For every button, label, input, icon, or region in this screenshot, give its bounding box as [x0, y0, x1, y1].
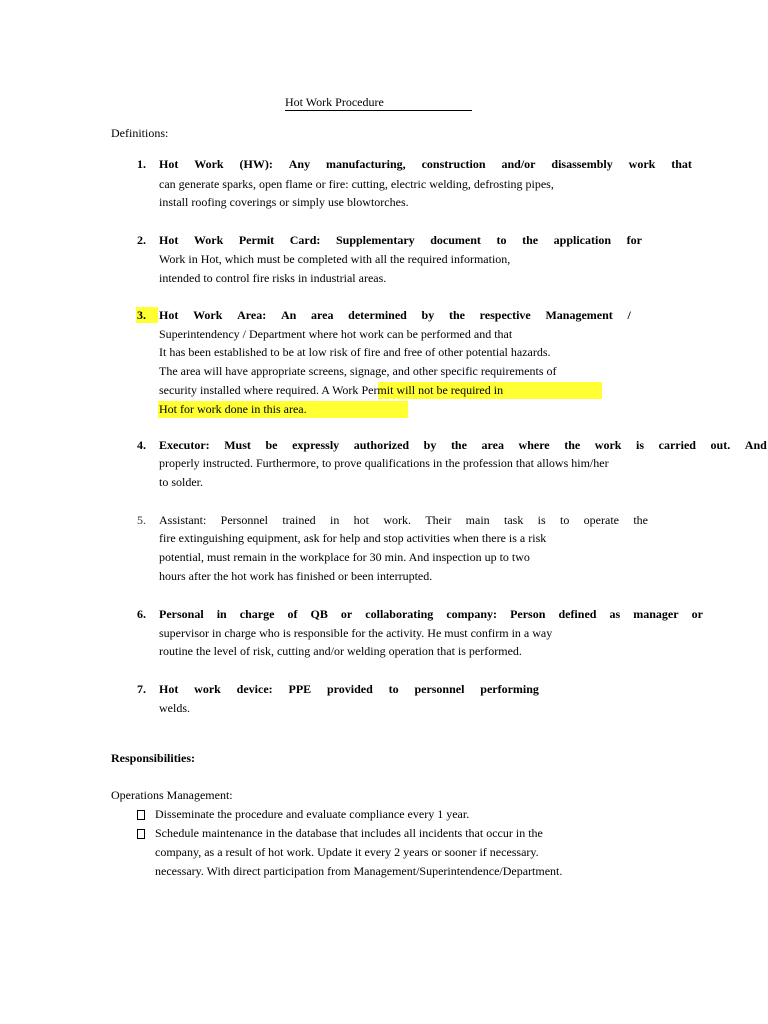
item-6-heading — [159, 607, 703, 622]
heading-word: charge — [239, 607, 275, 621]
heading-word: document — [430, 233, 481, 247]
item-6-line: supervisor in charge who is responsible for the activity. He must confirm in a way — [159, 626, 553, 640]
heading-word: work — [594, 438, 622, 452]
title-underline — [285, 110, 472, 111]
heading-word: Supplementary — [335, 233, 415, 247]
heading-word: Permit — [238, 233, 275, 247]
heading-word: the — [522, 233, 539, 247]
item-3-line: The area will have appropriate screens, signage, and other specific requirements of — [159, 364, 557, 378]
bullet-line: company, as a result of hot work. Update it every 2 years or sooner if necessary. — [155, 845, 539, 859]
heading-word: Card: — [289, 233, 321, 247]
item-2-line: intended to control fire risks in industrial areas. — [159, 271, 387, 285]
heading-word: area — [481, 438, 504, 452]
item-number: 1. — [137, 157, 146, 171]
heading-word: defined — [558, 607, 597, 621]
bullet-line: necessary. With direct participation from Management/Superintendence/Department. — [155, 864, 563, 878]
heading-word: where — [518, 438, 550, 452]
item-7-heading — [159, 682, 539, 697]
item-2-heading — [159, 233, 642, 248]
item-number: 5. — [137, 513, 146, 527]
item-1-heading — [159, 157, 692, 172]
heading-word: construction — [421, 157, 486, 171]
item-3-line: security installed where required. A Work Permit will not be required in — [159, 383, 504, 397]
heading-word: Work — [193, 233, 224, 247]
item-5-line: hours after the hot work has finished or been interrupted. — [159, 569, 433, 583]
heading-word: PPE — [288, 682, 312, 696]
heading-word: work — [628, 157, 656, 171]
heading-word: disassembly — [551, 157, 613, 171]
heading-word: collaborating — [365, 607, 434, 621]
highlighted-text: Permit will not be required in — [358, 383, 504, 397]
heading-word: to — [560, 513, 570, 527]
heading-word: area — [311, 308, 334, 322]
heading-word: personnel — [414, 682, 465, 696]
heading-word: determined — [348, 308, 407, 322]
item-number: 4. — [137, 438, 146, 452]
item-7-line: welds. — [159, 701, 190, 715]
heading-word: be — [265, 438, 278, 452]
heading-word: Must — [224, 438, 251, 452]
heading-word: or — [340, 607, 353, 621]
heading-word: Any — [288, 157, 311, 171]
heading-word: Their — [425, 513, 452, 527]
heading-word: Assistant: — [159, 513, 207, 527]
heading-word: hot — [353, 513, 369, 527]
heading-word: Management — [545, 308, 613, 322]
item-5-line: potential, must remain in the workplace for 30 min. And inspection up to two — [159, 550, 530, 564]
heading-word: the — [564, 438, 581, 452]
heading-word: operate — [583, 513, 619, 527]
heading-word: / — [627, 308, 631, 322]
heading-word: task — [503, 513, 524, 527]
heading-word: of — [287, 607, 298, 621]
heading-word: work — [194, 682, 221, 696]
heading-word: Person — [510, 607, 546, 621]
heading-word: for — [626, 233, 642, 247]
item-number: 2. — [137, 233, 146, 247]
heading-word: authorized — [353, 438, 410, 452]
heading-word: the — [448, 308, 465, 322]
heading-word: device: — [236, 682, 273, 696]
heading-word: in — [329, 513, 340, 527]
heading-word: Executor: — [159, 438, 210, 452]
item-3-heading — [159, 308, 631, 323]
heading-word: main — [465, 513, 490, 527]
heading-word: in — [216, 607, 227, 621]
item-5-heading — [159, 513, 648, 528]
item-5-line: fire extinguishing equipment, ask for help and stop activities when there is a risk — [159, 531, 547, 545]
heading-word: is — [636, 438, 645, 452]
heading-word: And — [744, 438, 767, 452]
heading-word: trained — [282, 513, 316, 527]
heading-word: by — [423, 438, 437, 452]
heading-word: carried — [658, 438, 696, 452]
heading-word: Hot — [159, 682, 179, 696]
heading-word: or — [691, 607, 703, 621]
heading-word: and/or — [501, 157, 536, 171]
heading-word: is — [537, 513, 546, 527]
heading-word: to — [388, 682, 399, 696]
item-1-line: can generate sparks, open flame or fire: cutting, electric welding, defrosting pipes, — [159, 177, 554, 191]
item-2-line: Work in Hot, which must be completed with all the required information, — [159, 252, 511, 266]
heading-word: Personnel — [220, 513, 268, 527]
heading-word: Hot — [159, 233, 179, 247]
heading-word: expressly — [292, 438, 340, 452]
item-3-line: It has been established to be at low risk of fire and free of other potential hazards. — [159, 345, 551, 359]
item-4-heading — [159, 438, 767, 453]
heading-word: manager — [633, 607, 679, 621]
bullet-line: Schedule maintenance in the database that includes all incidents that occur in the — [155, 826, 543, 840]
heading-word: the — [450, 438, 467, 452]
item-1-line: install roofing coverings or simply use blowtorches. — [159, 195, 409, 209]
page-title: Hot Work Procedure — [285, 95, 384, 109]
heading-word: respective — [479, 308, 531, 322]
heading-word: Work — [194, 157, 224, 171]
heading-word: Personal — [159, 607, 204, 621]
heading-word: company: — [446, 607, 498, 621]
heading-word: performing — [480, 682, 539, 696]
heading-word: out. — [710, 438, 731, 452]
item-3-line: Superintendency / Department where hot work can be performed and that — [159, 327, 513, 341]
checkbox-bullet-icon — [137, 810, 145, 820]
bullet-line: Disseminate the procedure and evaluate compliance every 1 year. — [155, 807, 470, 821]
heading-word: Hot — [159, 157, 179, 171]
heading-word: (HW): — [239, 157, 273, 171]
item-number: 6. — [137, 607, 146, 621]
heading-word: as — [609, 607, 621, 621]
heading-word: provided — [326, 682, 373, 696]
item-6-line: routine the level of risk, cutting and/or welding operation that is performed. — [159, 644, 522, 658]
heading-word: Area: — [237, 308, 267, 322]
heading-word: manufacturing, — [325, 157, 406, 171]
operations-heading: Operations Management: — [111, 788, 233, 802]
heading-word: by — [421, 308, 435, 322]
highlighted-text: Hot for work done in this area. — [159, 402, 307, 416]
heading-word: the — [633, 513, 648, 527]
heading-word: An — [280, 308, 297, 322]
heading-word: QB — [310, 607, 328, 621]
item-number: 3. — [137, 308, 146, 322]
heading-word: Work — [193, 308, 223, 322]
item-4-line: to solder. — [159, 475, 203, 489]
checkbox-bullet-icon — [137, 829, 145, 839]
heading-word: application — [553, 233, 612, 247]
heading-word: to — [496, 233, 507, 247]
heading-word: work. — [383, 513, 411, 527]
definitions-heading: Definitions: — [111, 126, 169, 140]
heading-word: Hot — [159, 308, 179, 322]
item-number: 7. — [137, 682, 146, 696]
responsibilities-heading: Responsibilities: — [111, 751, 196, 765]
heading-word: that — [671, 157, 692, 171]
item-4-line: properly instructed. Furthermore, to prove qualifications in the profession that allows him/her — [159, 456, 609, 470]
